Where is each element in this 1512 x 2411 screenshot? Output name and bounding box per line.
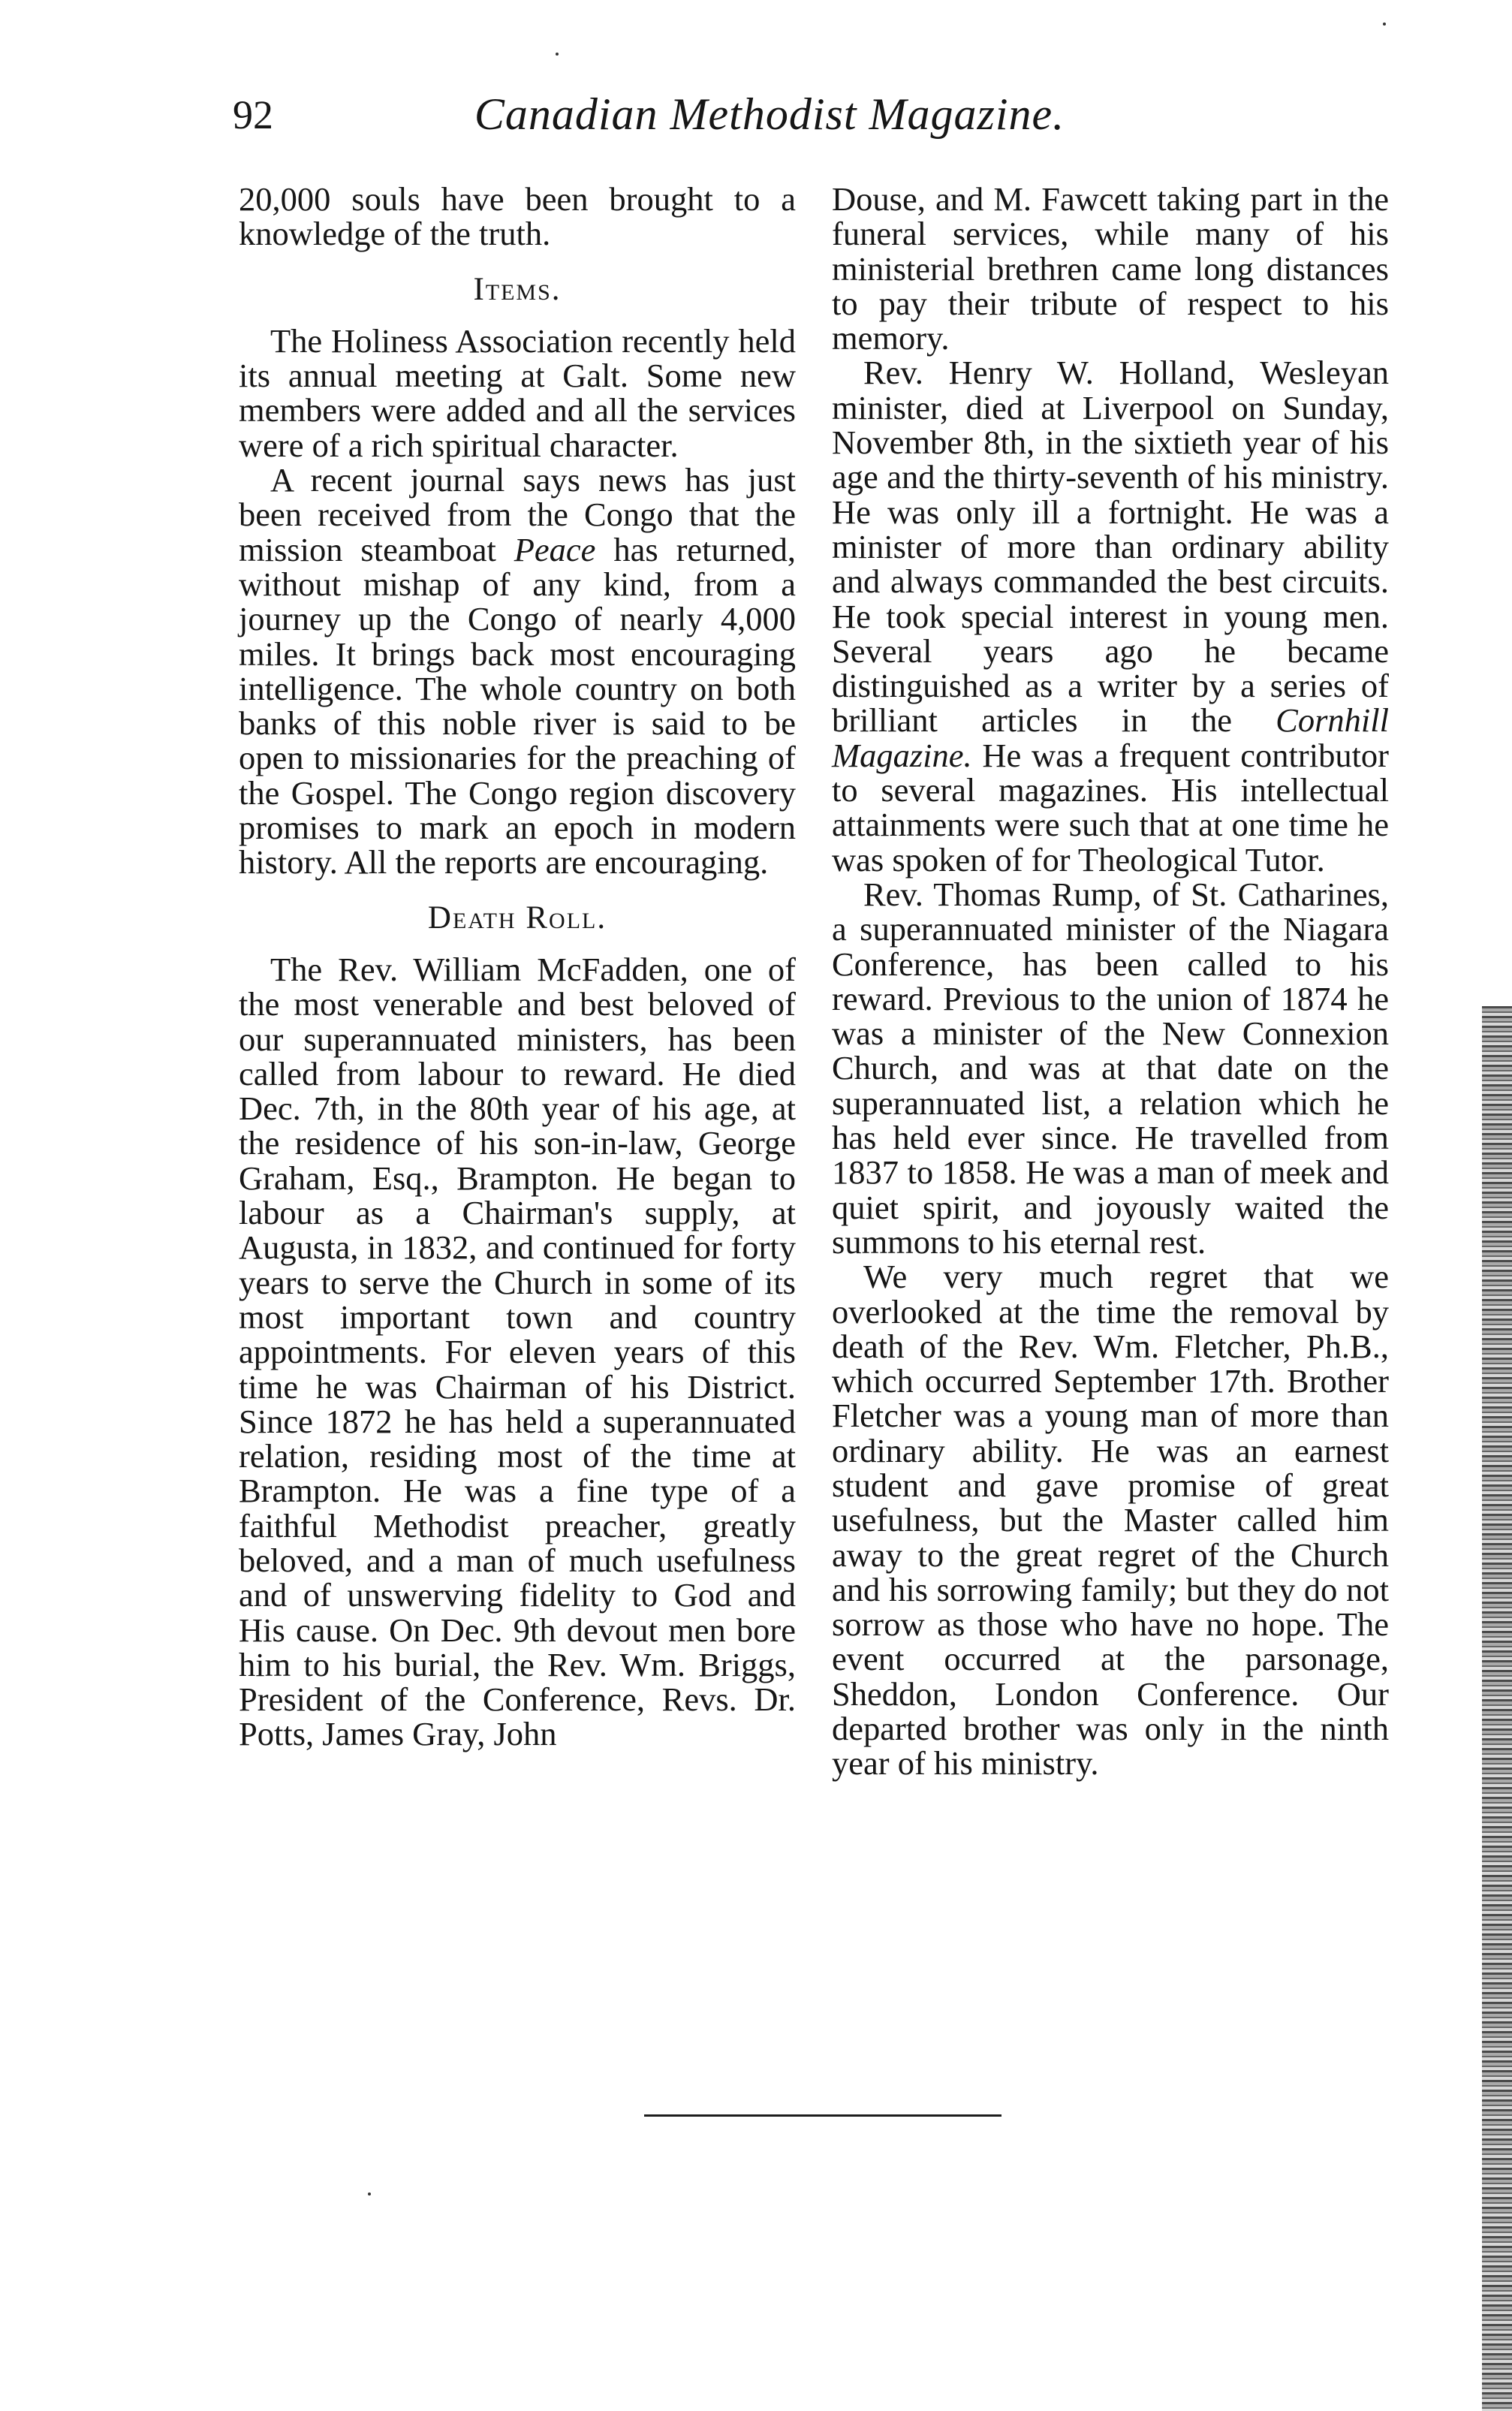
scan-speck <box>368 2193 371 2196</box>
paragraph: Rev. Thomas Rump, of St. Catharines, a superannuated minister of the Niagara Conference, has been called to his reward. Previous to the union of 1874 he was a minister of the New Connexion Church, and was at that date on the superannuated list, a relation which he has held ever since. He travelled from 1837 to 1858. He was a man of meek and quiet spirit, and joyously waited the summons to his eternal rest. <box>832 875 1389 1261</box>
section-heading-death-roll: Death Roll. <box>427 900 607 936</box>
scan-speck <box>556 53 559 56</box>
text-run: has returned, without mishap of any kind, from a journey up the Congo of nearly 4,000 miles. It brings back most encouraging intelligence. The whole country on both banks of this noble river is said to be open to missionaries for the preaching of the Gospel. The Congo region discovery promises to mark an epoch in modern history. All the reports are encouraging. <box>239 530 796 882</box>
text-run: Rev. Henry W. Holland, Wesleyan minister, died at Liverpool on Sunday, November 8th, in the sixtieth year of his age and the thirty-seventh of his ministry. He was only ill a fortnight. He was a minister of more than ordinary ability and always commanded the best circuits. He took special interest in young men. Several years ago he became distinguished as a writer by a series of brilliant articles in the <box>832 354 1389 740</box>
paragraph: The Rev. William McFadden, one of the most venerable and best beloved of our superannuated ministers, has been called from labour to reward. He died Dec. 7th, in the 80th year of his age, at the residence of his son-in-law, George Graham, Esq., Brampton. He began to labour as a Chairman's supply, at Augusta, in 1832, and continued for forty years to serve the Church in some of its most important town and country appointments. For eleven years of this time he was Chairman of his District. Since 1872 he has held a superannuated relation, residing most of the time at Brampton. He was a fine type of a faithful Methodist preacher, greatly beloved, and a man of much usefulness and of unswerving fidelity to God and His cause. On Dec. 9th devout men bore him to his burial, the Rev. Wm. Briggs, President of the Conference, Revs. Dr. Potts, James Gray, John <box>239 950 796 1753</box>
running-title: Canadian Methodist Magazine. <box>474 89 1065 139</box>
page-number: 92 <box>233 92 273 137</box>
paragraph <box>832 354 1389 879</box>
paragraph: 20,000 souls have been brought to a knowledge of the truth. <box>239 180 796 253</box>
section-heading-items: Items. <box>473 271 562 307</box>
text-run: He was a frequent contributor to several magazines. His intellectual attainments were such that at one time he was spoken of for Theological Tutor. <box>832 736 1389 879</box>
scan-speck <box>1383 23 1386 26</box>
italic-text: Peace <box>514 530 596 568</box>
paragraph <box>239 463 796 880</box>
italic-text: Cornhill Magazine. <box>832 701 1389 774</box>
scan-edge <box>1482 1006 1512 2411</box>
text-run: A recent journal says news has just been received from the Congo that the mission steamboat <box>239 461 796 568</box>
paragraph: Douse, and M. Fawcett taking part in the funeral services, while many of his ministerial brethren came long distances to pay their tribute of respect to his memory. <box>832 180 1389 357</box>
left-column <box>239 182 796 1752</box>
right-column <box>832 182 1389 1781</box>
paragraph: We very much regret that we overlooked at the time the removal by death of the Rev. Wm. Fletcher, Ph.B., which occurred September 17th. Brother Fletcher was a young man of more than ordinary ability. He was an earnest student and gave promise of great usefulness, but the Master called him away to the great regret of the Church and his sorrowing family; but they do not sorrow as those who have no hope. The event occurred at the parsonage, Sheddon, London Conference. Our departed brother was only in the ninth year of his ministry. <box>832 1258 1389 1783</box>
page-header <box>233 83 1306 150</box>
horizontal-rule <box>644 2114 1001 2117</box>
paragraph: The Holiness Association recently held its annual meeting at Galt. Some new members were added and all the services were of a rich spiritual character. <box>239 321 796 464</box>
